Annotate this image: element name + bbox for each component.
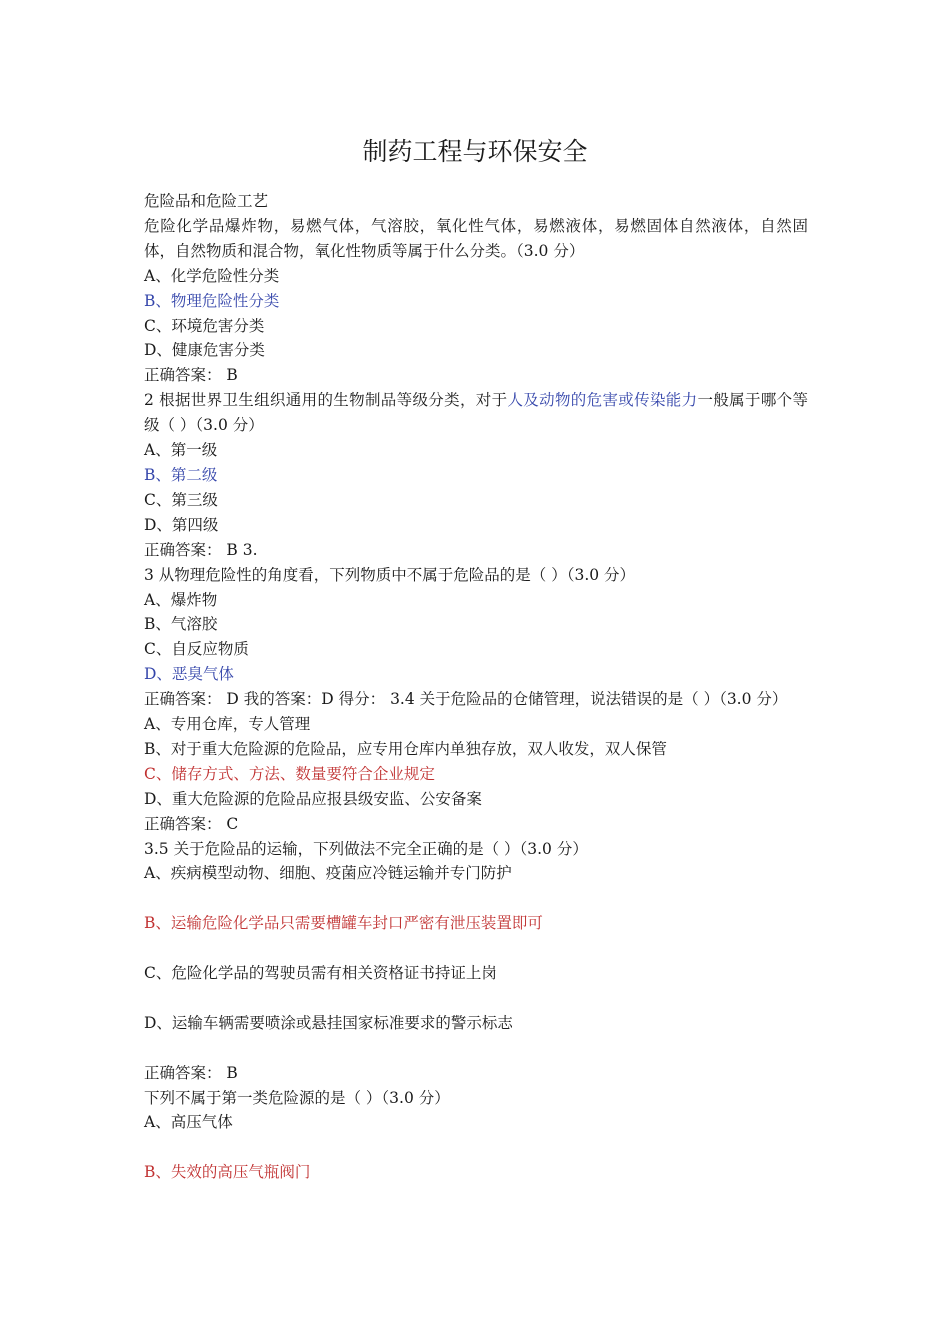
question-1-option-b: B、物理危险性分类 (144, 291, 280, 310)
question-3-option-c: C、自反应物质 (144, 640, 249, 659)
question-2-option-b: B、第二级 (144, 465, 218, 484)
question-6-option-a: A、高压气体 (144, 1113, 233, 1132)
question-4-option-b: B、对于重大危险源的危险品，应专用仓库内单独存放，双人收发，双人保管 (144, 739, 667, 758)
question-3-text: 3 从物理危险性的角度看，下列物质中不属于危险品的是（ ）（3.0 分） (144, 565, 636, 584)
question-2-option-a: A、第一级 (144, 441, 218, 460)
question-6-text: 下列不属于第一类危险源的是（ ）（3.0 分） (144, 1088, 450, 1107)
question-2-text-post: 一般属于哪个等级（ ）（3.0 分） (144, 391, 808, 435)
question-4-option-d: D、重大危险源的危险品应报县级安监、公安备案 (144, 789, 482, 808)
question-3-answer-and-question-4-text: 正确答案： D 我的答案：D 得分： 3.4 关于危险品的仓储管理，说法错误的是（ ）（3.0 分） (144, 690, 788, 709)
question-4-answer: 正确答案： C (144, 814, 239, 833)
question-5-answer: 正确答案： B (144, 1063, 238, 1082)
question-2-option-d: D、第四级 (144, 515, 219, 534)
question-4-option-a: A、专用仓库，专人管理 (144, 715, 311, 734)
question-1-option-c: C、环境危害分类 (144, 316, 265, 335)
question-2-text-highlight: 人及动物的危害或传染能力 (507, 391, 698, 410)
question-5-text: 3.5 关于危险品的运输，下列做法不完全正确的是（ ）（3.0 分） (144, 839, 588, 858)
question-5-option-b: B、运输危险化学品只需要槽罐车封口严密有泄压装置即可 (144, 914, 543, 933)
spacer (144, 986, 808, 1011)
question-5-option-c: C、危险化学品的驾驶员需有相关资格证书持证上岗 (144, 964, 497, 983)
document-title: 制药工程与环保安全 (362, 137, 588, 166)
spacer (144, 1036, 808, 1061)
question-1-option-a: A、化学危险性分类 (144, 266, 280, 285)
section-heading: 危险品和危险工艺 (144, 192, 269, 210)
question-5-option-a: A、疾病模型动物、细胞、疫菌应冷链运输并专门防护 (144, 864, 512, 883)
question-3-option-d: D、恶臭气体 (144, 665, 234, 684)
question-3-option-b: B、气溶胶 (144, 615, 218, 634)
question-5-option-d: D、运输车辆需要喷涂或悬挂国家标准要求的警示标志 (144, 1013, 513, 1032)
question-2-option-c: C、第三级 (144, 490, 218, 509)
question-2-answer: 正确答案： B 3. (144, 540, 258, 559)
question-1-text: 危险化学品爆炸物，易燃气体，气溶胶，氧化性气体，易燃液体，易燃固体自然液体，自然固体，自然物质和混合物，氧化性物质等属于什么分类。（3.0 分） (144, 216, 808, 260)
spacer (144, 886, 808, 911)
question-2-text (144, 388, 808, 438)
question-1-option-d: D、健康危害分类 (144, 341, 265, 360)
question-3-option-a: A、爆炸物 (144, 590, 218, 609)
question-1-answer: 正确答案： B (144, 366, 238, 385)
document-body (144, 189, 808, 1185)
spacer (144, 1135, 808, 1160)
question-2-text-pre: 2 根据世界卫生组织通用的生物制品等级分类，对于 (144, 391, 508, 410)
question-4-option-c: C、储存方式、方法、数量要符合企业规定 (144, 764, 435, 783)
spacer (144, 936, 808, 961)
question-6-option-b: B、失效的高压气瓶阀门 (144, 1163, 311, 1182)
